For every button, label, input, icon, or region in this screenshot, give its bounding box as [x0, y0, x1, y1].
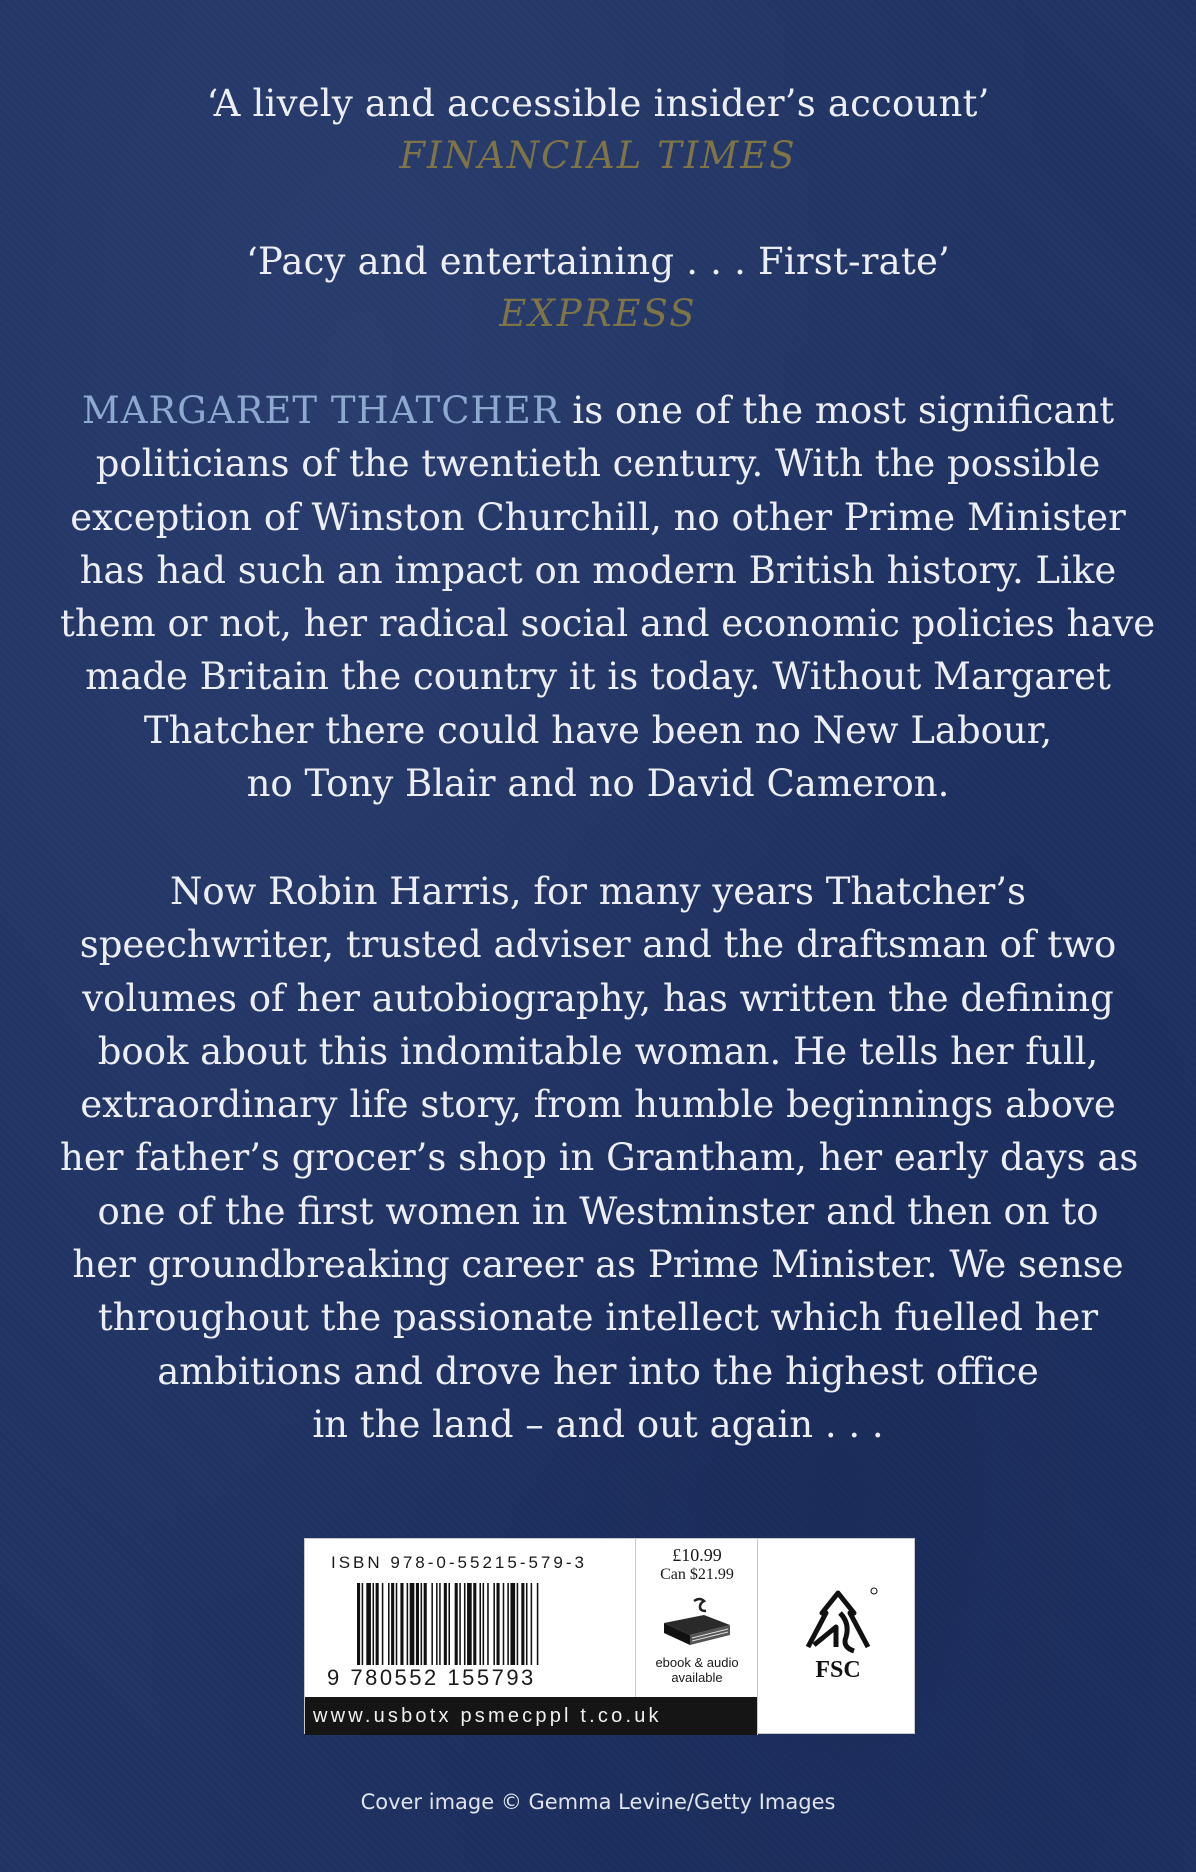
ebook-icon	[660, 1597, 734, 1651]
barcode-bar	[416, 1583, 419, 1665]
quote-1	[0, 78, 1196, 182]
barcode-bar	[467, 1583, 472, 1665]
fsc-tree-logo	[796, 1583, 880, 1683]
blurb-line: exception of Winston Churchill, no other Prime Minister	[70, 495, 1126, 539]
barcode-bar	[400, 1583, 403, 1665]
quote-2	[0, 236, 1196, 340]
subject-name: MARGARET THATCHER	[81, 389, 561, 432]
blurb-line: ambitions and drove her into the highest office	[157, 1349, 1039, 1393]
blurb-line: book about this indomitable woman. He tells her full,	[97, 1029, 1099, 1073]
barcode-bar	[493, 1583, 495, 1665]
barcode-bar	[436, 1583, 438, 1665]
barcode-bar	[410, 1583, 415, 1665]
blurb-line: Now Robin Harris, for many years Thatcher’s	[169, 870, 1027, 913]
barcode-bar	[391, 1583, 394, 1665]
blurb-line: politicians of the twentieth century. With the possible	[95, 442, 1101, 486]
price-box	[635, 1539, 757, 1697]
isbn-digits: 9 780552 155793	[327, 1665, 536, 1690]
barcode-bar	[407, 1583, 409, 1665]
isbn-barcode	[305, 1539, 635, 1697]
blurb-line: one of the first women in Westminster and then on to	[97, 1189, 1099, 1233]
barcode-bar	[431, 1583, 433, 1665]
barcode-bar	[421, 1583, 423, 1665]
blurb-line: them or not, her radical social and economic policies have	[60, 602, 1156, 646]
barcode-bar	[473, 1583, 476, 1665]
barcode-bar	[439, 1583, 441, 1665]
price-gbp: £10.99	[672, 1545, 722, 1565]
barcode-bar	[521, 1583, 524, 1665]
blurb-line: volumes of her autobiography, has written the defining	[82, 976, 1114, 1020]
barcode-panel	[304, 1538, 915, 1734]
blurb-line: her groundbreaking career as Prime Minister. We sense	[72, 1243, 1124, 1287]
barcode-bar	[537, 1583, 539, 1665]
barcode-bar	[357, 1583, 360, 1665]
barcode-bar	[382, 1583, 384, 1665]
barcode-bar	[366, 1583, 371, 1665]
barcode-bar	[388, 1583, 390, 1665]
blurb-paragraph-2	[60, 865, 1139, 1451]
barcode-bar	[517, 1583, 519, 1665]
barcode-bar	[507, 1583, 509, 1665]
blurb-line-text: is one of the most significant	[560, 389, 1115, 432]
quote-2-source: EXPRESS	[499, 292, 697, 335]
barcode-bar	[459, 1583, 461, 1665]
fsc-box	[757, 1539, 916, 1735]
barcode-bar	[526, 1583, 528, 1665]
price-can: Can $21.99	[660, 1566, 734, 1583]
barcode-bar	[464, 1583, 466, 1665]
ebook-label-line-2: available	[671, 1670, 723, 1685]
barcode-bar	[503, 1583, 505, 1665]
blurb-line: made Britain the country it is today. Without Margaret	[85, 655, 1111, 699]
ebook-label	[636, 1655, 758, 1685]
blurb-paragraph-1	[60, 384, 1156, 810]
isbn-label: ISBN 978-0-55215-579-3	[331, 1553, 587, 1572]
blurb-line: in the land – and out again . . .	[312, 1402, 884, 1446]
barcode-bar	[531, 1583, 533, 1665]
barcode-bar	[444, 1583, 447, 1665]
barcode-bar	[455, 1583, 458, 1665]
blurb-line: extraordinary life story, from humble beginnings above	[80, 1083, 1116, 1127]
blurb-line: her father’s grocer’s shop in Grantham, her early days as	[60, 1136, 1139, 1180]
fsc-label: FSC	[815, 1657, 861, 1683]
barcode-bar	[448, 1583, 450, 1665]
quote-2-text: ‘Pacy and entertaining . . . First-rate’	[245, 240, 951, 283]
blurb-line: Thatcher there could have been no New Labour,	[143, 708, 1053, 752]
barcode-bars	[357, 1583, 625, 1665]
blurb-line: no Tony Blair and no David Cameron.	[246, 762, 950, 806]
ebook-label-line-1: ebook & audio	[655, 1655, 739, 1670]
quote-1-source: FINANCIAL TIMES	[399, 134, 797, 177]
blurb-line: throughout the passionate intellect which fuelled her	[97, 1296, 1099, 1340]
barcode-bar	[396, 1583, 398, 1665]
publisher-url: www.usbotx psmecppl t.co.uk	[305, 1697, 757, 1735]
quote-1-text: ‘A lively and accessible insider’s account’	[206, 82, 990, 125]
cover-image-credit: Cover image © Gemma Levine/Getty Images	[360, 1790, 836, 1814]
barcode-bar	[373, 1583, 375, 1665]
barcode-bar	[487, 1583, 489, 1665]
barcode-bar	[376, 1583, 379, 1665]
barcode-bar	[362, 1583, 364, 1665]
barcode-bar	[497, 1583, 500, 1665]
barcode-bar	[483, 1583, 485, 1665]
barcode-bar	[479, 1583, 481, 1665]
barcode-bar	[424, 1583, 427, 1665]
blurb-line: has had such an impact on modern British history. Like	[79, 548, 1117, 592]
blurb-line: speechwriter, trusted adviser and the draftsman of two	[79, 923, 1117, 967]
blurb-line	[60, 384, 1136, 437]
barcode-bar	[510, 1583, 515, 1665]
